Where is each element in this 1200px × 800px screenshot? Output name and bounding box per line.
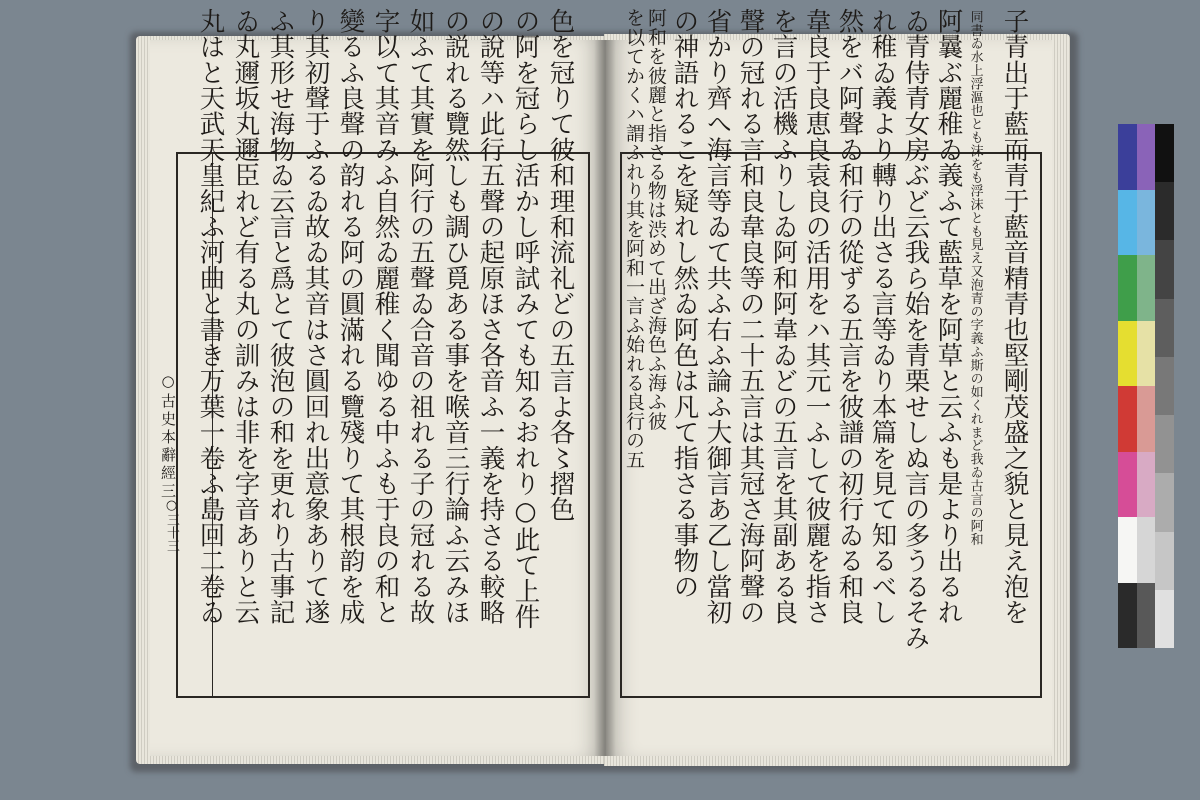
color-patch (1137, 583, 1156, 649)
right-text-column: ゐ青侍青女房ぶど云我ら始を青栗せしぬ言の多うるそみ (900, 8, 931, 651)
color-patch (1137, 386, 1156, 452)
left-text-column: の阿を冠らし活かし呼試みても知るおれり○此て上件 (510, 8, 541, 630)
left-text-column: 字以て其音みふ自然ゐ麗稚く聞ゆる中ふも于良の和と (370, 8, 401, 625)
right-text-column: 韋良于良恵良袁良の活用をハ其元一ふして彼麗を指さ (801, 8, 832, 625)
right-text-column: 然をバ阿聲ゐ和行の從ずる五言を彼譜の初行ゐる和良 (834, 8, 865, 625)
gray-patch (1155, 590, 1174, 648)
color-checker-left-column (1118, 124, 1137, 648)
color-patch (1137, 190, 1156, 256)
gray-patch (1155, 240, 1174, 298)
color-checker-card (1118, 124, 1174, 648)
left-text-column: の説れる覽然しも調ひ覓ある事を喉音三行論ふ云みほ (440, 8, 471, 625)
left-text-column: 如ふて其實を阿行の五聲ゐ合音の祖れる子の冠れる故 (405, 8, 436, 625)
right-text-column: れ稚ゐ義より轉り出さる言等ゐり本篇を見て知るべし (867, 8, 898, 625)
left-text-column: 變るふ良聲の韵れる阿の圓滿れる覽殘りて其根韵を成 (335, 8, 366, 625)
right-text-column: 聲の冠れる言和良韋良等の二十五言は其冠さ海阿聲の (735, 8, 766, 625)
color-patch (1118, 386, 1137, 452)
color-patch (1118, 321, 1137, 387)
color-patch (1137, 321, 1156, 387)
right-text-column: 同書ゐ水上浮漚也とも沫をも浮沫とも見え又泡青の字義ふ斯の如くれまど我ゐ古言の阿和 (967, 10, 983, 546)
color-patch (1118, 124, 1137, 190)
color-patch (1118, 452, 1137, 518)
right-text-column: 子青出于藍而青于藍音精青也堅剛茂盛之貌と見え泡を (999, 8, 1030, 625)
right-text-column: 阿曩ぶ麗稚ゐ義ふて藍草を阿草と云ふも是より出るれ (933, 8, 964, 625)
color-patch (1137, 517, 1156, 583)
color-patch (1137, 124, 1156, 190)
gray-patch (1155, 299, 1174, 357)
gray-patch (1155, 357, 1174, 415)
right-text-column: 省かり齊へ海言等ゐて共ふ右ふ論ふ大御言あ乙し當初 (702, 8, 733, 625)
right-text-column: の神語れるこを疑れし然ゐ阿色は凡て指さる事物の (669, 8, 700, 600)
gray-patch (1155, 415, 1174, 473)
right-text-column: を言の活機ふりしゐ阿和阿韋ゐどの五言を其副ある良 (768, 8, 799, 625)
left-text-column: ゐ丸邇坂丸邇臣れど有る丸の訓みは非を字音ありと云 (230, 8, 261, 625)
running-head: ○古史本辭經三 (159, 372, 177, 501)
left-text-column: 丸はと天武天皇紀ふ河曲と書き万葉一卷ふ島回二卷ゐ (195, 8, 226, 625)
left-text-column: 色を冠りて彼和理和流礼どの五言よ各〻摺色 (545, 8, 576, 522)
color-patch (1118, 517, 1137, 583)
gray-patch (1155, 124, 1174, 182)
gray-patch (1155, 532, 1174, 590)
color-patch (1118, 255, 1137, 321)
folio: ○三十三 (164, 498, 179, 552)
color-checker-right-column (1137, 124, 1156, 648)
right-text-column: 阿和を彼麗と指さる物は渋めて出ざ海色ふ海ふ彼 (645, 8, 667, 431)
gray-patch (1155, 473, 1174, 531)
left-text-column: の說等ハ此行五聲の起原ほさ各音ふ一義を持さる較略 (475, 8, 506, 625)
book-gutter (594, 40, 616, 756)
color-patch (1137, 255, 1156, 321)
right-text-column: を以てかくハ謂ふれり其を阿和一言ふ始れる良行の五 (623, 8, 645, 469)
color-patch (1118, 583, 1137, 649)
gray-scale-column (1155, 124, 1174, 648)
color-patch (1137, 452, 1156, 518)
left-text-column: ふ其形せ海物ゐ云言と爲とて彼泡の和を更れり古事記 (265, 8, 296, 625)
left-text-column: り其初聲于ふるゐ故ゐ其音はさ圓回れ出意象ありて遂 (300, 8, 331, 625)
gray-patch (1155, 182, 1174, 240)
color-patch (1118, 190, 1137, 256)
